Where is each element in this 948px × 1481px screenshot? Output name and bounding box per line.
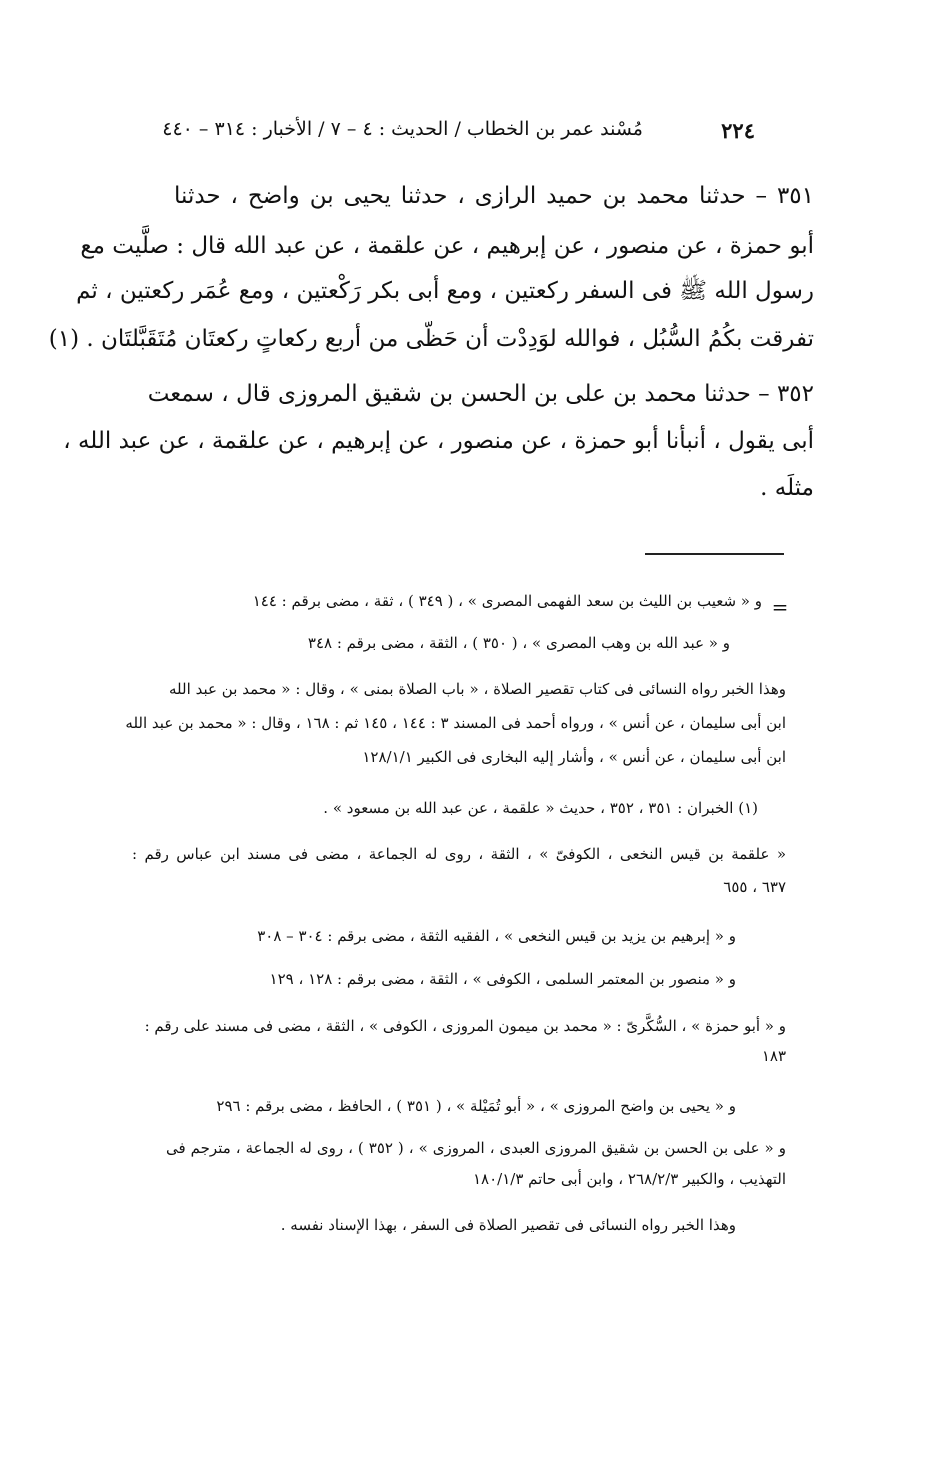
footnote-line: التهذيب ، والكبير ٢٦٨/٢/٣ ، وابن أبى حاتم ١٨٠/١/٣ (472, 1170, 786, 1188)
footnote-line: و « منصور بن المعتمر السلمى ، الكوفى » ، الثقة ، مضى برقم : ١٢٨ ، ١٢٩ (269, 970, 736, 988)
footnote-line: ابن أبى سليمان ، عن أنس » ، ورواه أحمد فى المسند ٣ : ١٤٤ ، ١٤٥ ثم : ١٦٨ ، وقال : « محمد بن عبد الله (125, 714, 786, 732)
footnote-line: « علقمة بن قيس النخعى ، الكوفىّ » ، الثقة ، روى له الجماعة ، مضى فى مسند ابن عباس رقم : (132, 845, 786, 863)
footnote-line: وهذا الخبر رواه النسائى فى كتاب تقصير الصلاة ، « باب الصلاة بمنى » ، وقال : « محمد بن عبد الله (169, 680, 786, 698)
hadith-352-line-1: ٣٥٢ – حدثنا محمد بن على بن الحسن بن شقيق المروزى قال ، سمعت (147, 381, 814, 407)
footnote-line: و « يحيى بن واضح المروزى » ، « أبو تُمَيْلة » ، ( ٣٥١ ) ، الحافظ ، مضى برقم : ٢٩٦ (216, 1097, 736, 1115)
hadith-352-line-3: مثلَه . (760, 475, 814, 501)
hadith-351-line-1: ٣٥١ – حدثنا محمد بن حميد الرازى ، حدثنا يحيى بن واضح ، حدثنا (174, 183, 814, 209)
footnote-line: ٦٣٧ ، ٦٥٥ (723, 878, 786, 896)
footnote-line: ١٨٣ (761, 1047, 786, 1065)
hadith-351-line-2: أبو حمزة ، عن منصور ، عن إبرهيم ، عن علقمة ، عن عبد الله قال : صلَّيت مع (80, 233, 814, 259)
hadith-352-line-2: أبى يقول ، أنبأنا أبو حمزة ، عن منصور ، عن إبرهيم ، عن علقمة ، عن عبد الله ، (63, 428, 814, 454)
footnote-line: و « إبرهيم بن يزيد بن قيس النخعى » ، الفقيه الثقة ، مضى برقم : ٣٠٤ – ٣٠٨ (257, 927, 736, 945)
footnote-line: و « أبو حمزة » ، السُّكَّرىّ : « محمد بن ميمون المروزى ، الكوفى » ، الثقة ، مضى فى مسند على رقم : (144, 1017, 786, 1035)
running-header-title: مُسْند عمر بن الخطاب / الحديث : ٤ – ٧ / الأخبار : ٣١٤ – ٤٤٠ (162, 118, 643, 140)
footnote-line: وهذا الخبر رواه النسائى فى تقصير الصلاة فى السفر ، بهذا الإسناد نفسه . (280, 1216, 736, 1234)
footnote-continuation-mark: = (771, 595, 789, 619)
footnote-line: ابن أبى سليمان ، عن أنس » ، وأشار إليه البخارى فى الكبير ١٢٨/١/١ (362, 748, 786, 766)
footnote-1-line: (١) الخبران : ٣٥١ ، ٣٥٢ ، حديث « علقمة ، عن عبد الله بن مسعود » . (323, 799, 758, 817)
footnote-separator (645, 553, 784, 555)
hadith-351-line-3: رسول الله ﷺ فى السفر ركعتين ، ومع أبى بكر رَكْعتين ، ومع عُمَر ركعتين ، ثم (76, 278, 814, 304)
footnote-line: و « على بن الحسن بن شقيق المروزى العبدى ، المروزى » ، ( ٣٥٢ ) ، روى له الجماعة ، مترجم فى (166, 1139, 786, 1157)
footnote-line: و « شعيب بن الليث بن سعد الفهمى المصرى » ، ( ٣٤٩ ) ، ثقة ، مضى برقم : ١٤٤ (252, 592, 762, 610)
hadith-351-line-4: تفرقت بكُمُ السُّبُل ، فوالله لوَدِدْت أن حَظّى من أربع ركعاتٍ ركعتَان مُتَقَبَّلتَان . (١) (48, 326, 814, 352)
footnote-line: و « عبد الله بن وهب المصرى » ، ( ٣٥٠ ) ، الثقة ، مضى برقم : ٣٤٨ (307, 634, 730, 652)
page-number: ٢٢٤ (721, 118, 755, 143)
